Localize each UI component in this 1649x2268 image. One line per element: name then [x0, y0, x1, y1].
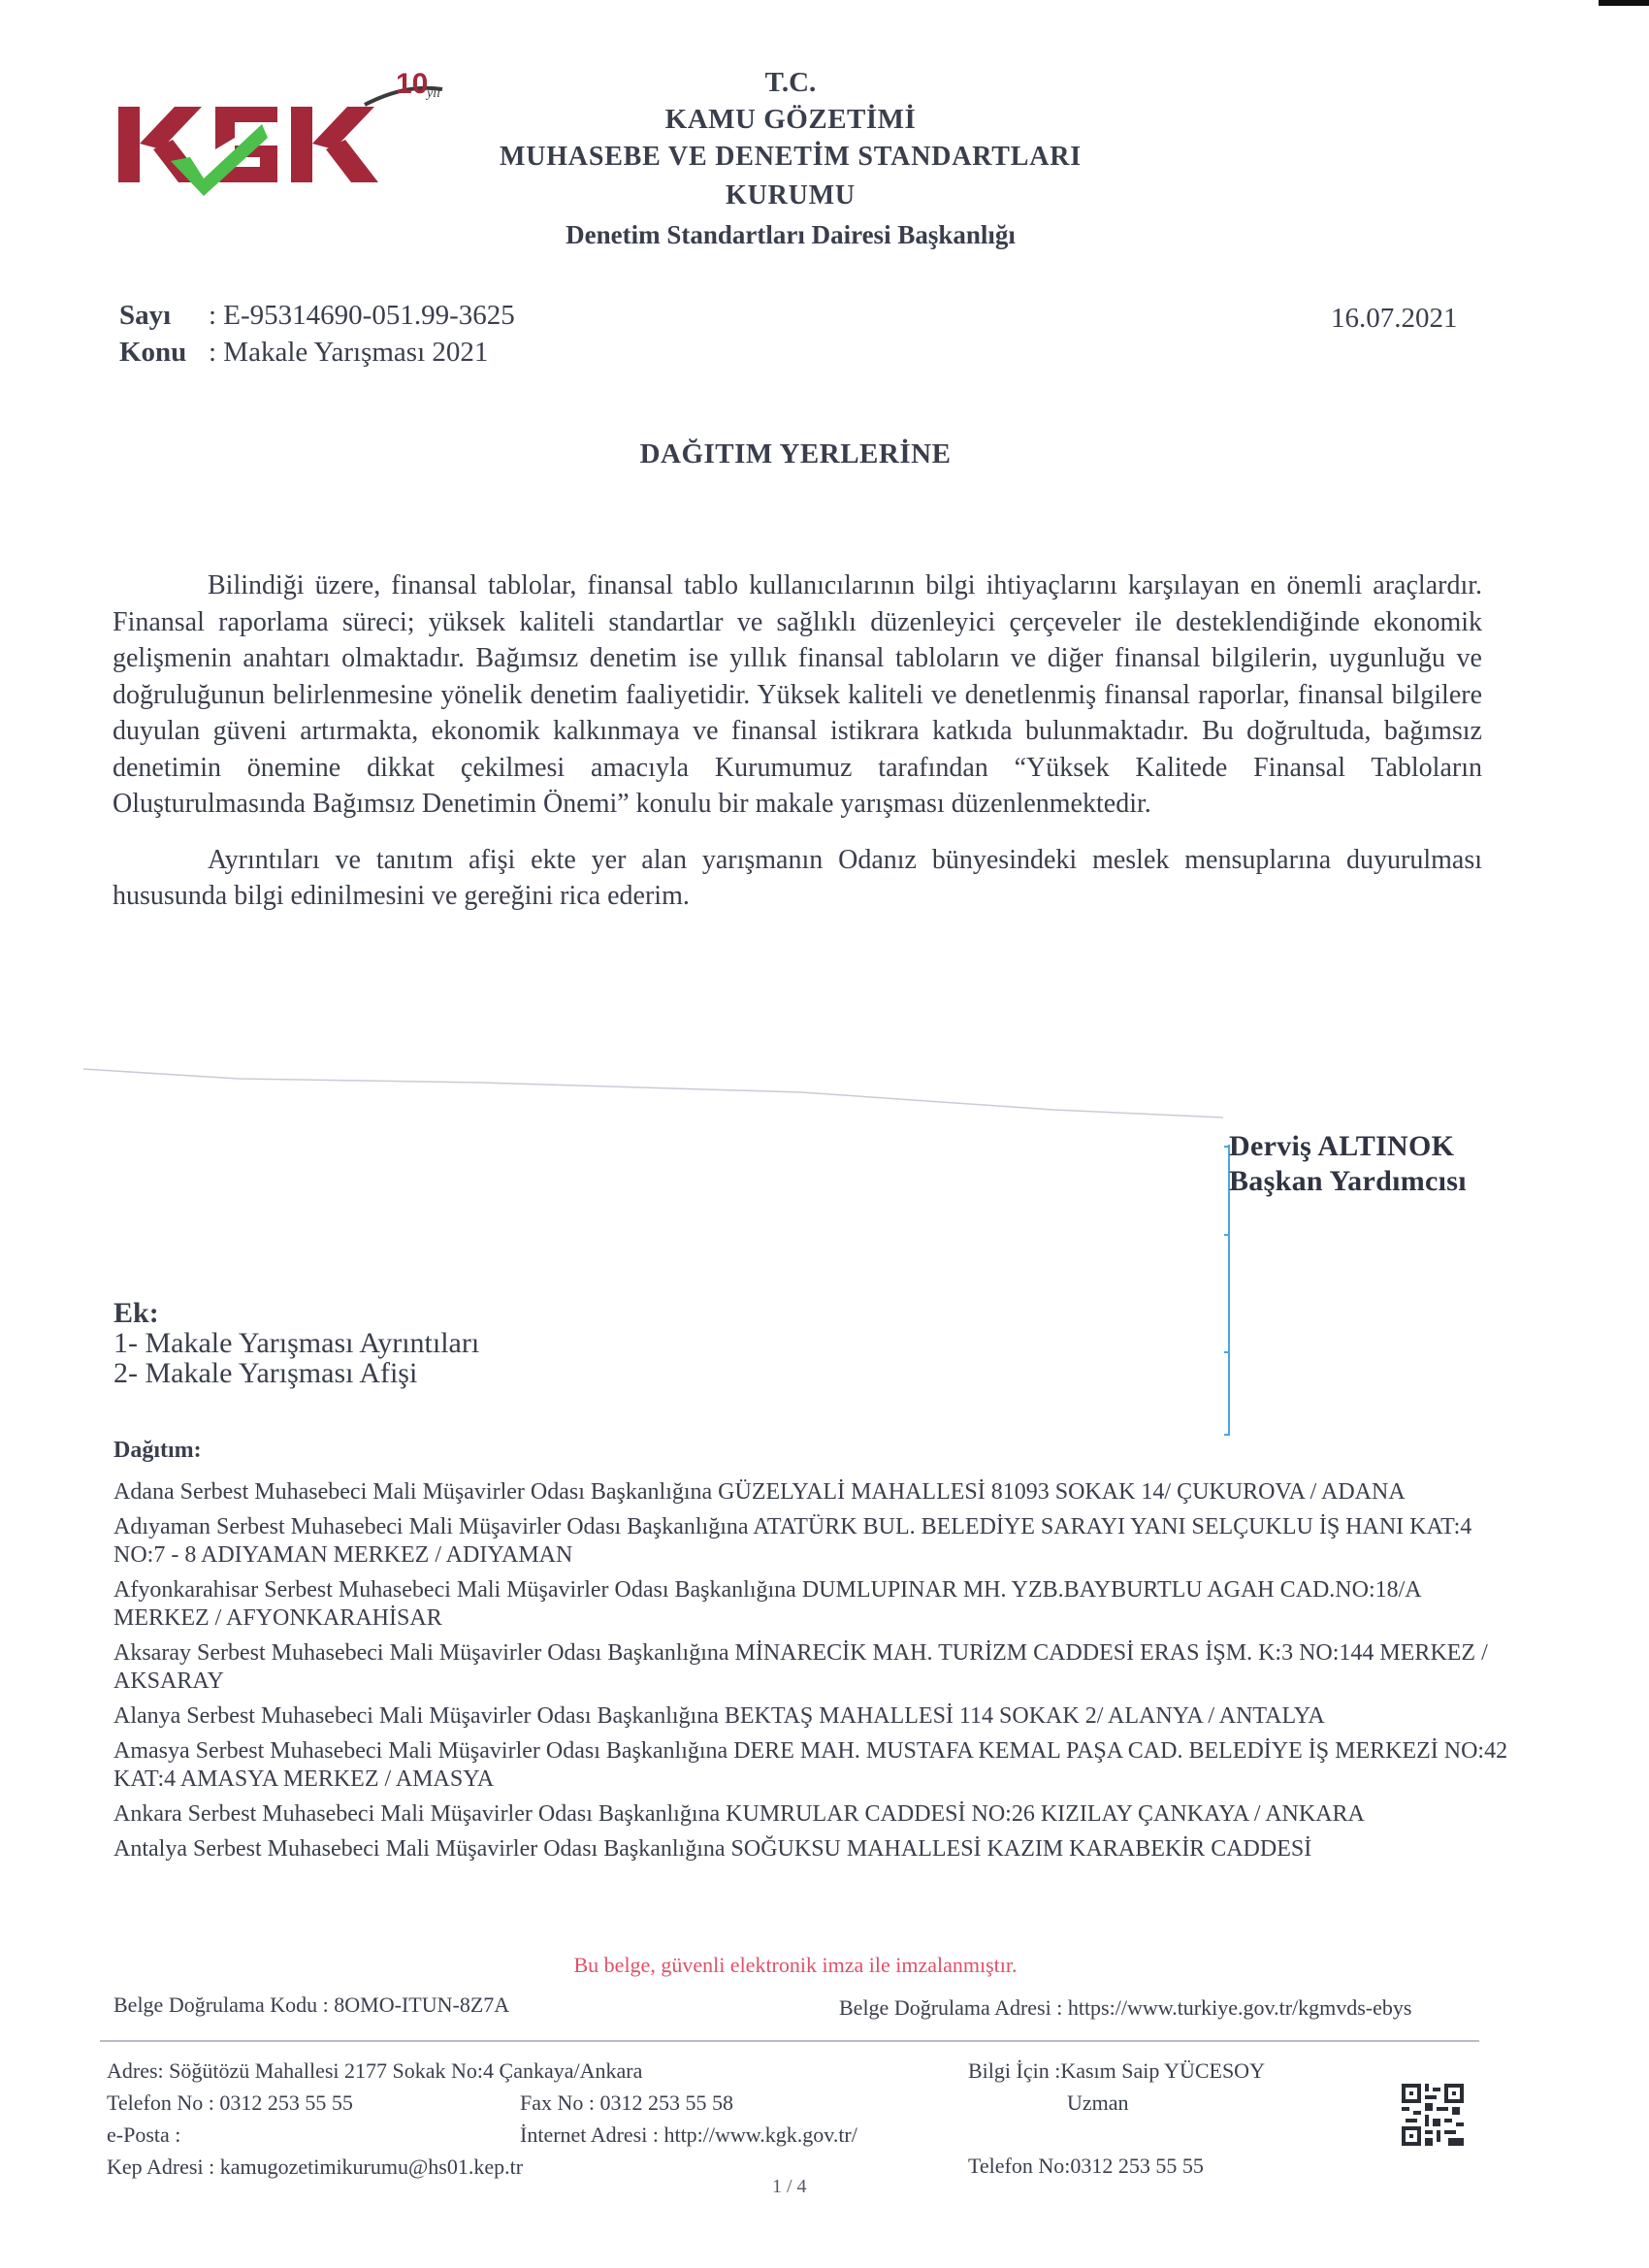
body-paragraph: Ayrıntıları ve tanıtım afişi ekte yer alan yarışmanın Odanız bünyesindeki meslek mensuplarına duyurulması hususunda bilgi edinilmesini ve gereğini rica ederim.: [113, 844, 1482, 911]
signatory-title: Başkan Yardımcısı: [1229, 1165, 1467, 1197]
verification-address-link[interactable]: Belge Doğrulama Adresi : https://www.turkiye.gov.tr/kgmvds-ebys: [839, 1995, 1412, 2020]
footer-website-link[interactable]: İnternet Adresi : http://www.kgk.gov.tr/: [520, 2122, 857, 2147]
footer-phone-row: [107, 2087, 857, 2119]
attachments: [113, 1298, 479, 1388]
distribution-item: Ankara Serbest Muhasebeci Mali Müşavirler Odası Başkanlığına KUMRULAR CADDESİ NO:26 KIZILAY ÇANKAYA / ANKARA: [113, 1801, 1365, 1827]
info-contact-role: Uzman: [1067, 2090, 1129, 2115]
page-number: 1 / 4: [772, 2176, 807, 2197]
distribution-item: Amasya Serbest Muhasebeci Mali Müşavirler Odası Başkanlığına DERE MAH. MUSTAFA KEMAL PAŞA CAD. BELEDİYE İŞ MERKEZİ NO:42 KAT:4 AMASYA MERKEZ / AMASYA: [113, 1738, 1508, 1792]
meta-subject-row: [119, 334, 515, 371]
verification-code: Belge Doğrulama Kodu : 8OMO-ITUN-8Z7A: [113, 1993, 510, 2017]
footer-fax: Fax No : 0312 253 55 58: [520, 2090, 733, 2115]
signatory-name: Derviş ALTINOK: [1229, 1130, 1455, 1162]
meta-number-row: [119, 297, 515, 334]
header-line-kamu: KAMU GÖZETİMİ: [664, 104, 917, 135]
scan-corner-mark: [1599, 0, 1649, 6]
document-meta: [119, 297, 515, 371]
distribution-item: Afyonkarahisar Serbest Muhasebeci Mali Müşavirler Odası Başkanlığına DUMLUPINAR MH. YZB.BAYBURTLU AGAH CAD.NO:18/A MERKEZ / AFYONKARAHİSAR: [113, 1577, 1421, 1631]
esignature-notice: Bu belge, güvenli elektronik imza ile imzalanmıştır.: [573, 1953, 1018, 1977]
number-label: Sayı: [119, 300, 172, 331]
attachments-title: Ek:: [113, 1297, 159, 1329]
subject-value: : Makale Yarışması 2021: [209, 337, 489, 368]
qr-code-icon: [1402, 2084, 1464, 2146]
footer-email: e-Posta :: [107, 2122, 181, 2147]
kgk-logo: [114, 60, 464, 196]
signature-block: [1229, 1129, 1467, 1199]
distribution-item: Adana Serbest Muhasebeci Mali Müşavirler Odası Başkanlığına GÜZELYALİ MAHALLESİ 81093 SOKAK 14/ ÇUKUROVA / ADANA: [113, 1479, 1406, 1505]
distribution-item: Adıyaman Serbest Muhasebeci Mali Müşavirler Odası Başkanlığına ATATÜRK BUL. BELEDİYE SARAYI YANI SELÇUKLU İŞ HANI KAT:4 NO:7 - 8 ADIYAMAN MERKEZ / ADIYAMAN: [113, 1514, 1472, 1568]
distribution-title: Dağıtım:: [113, 1438, 202, 1463]
number-value: : E-95314690-051.99-3625: [209, 300, 515, 331]
svg-text:yıl: yıl: [427, 86, 440, 101]
footer-phone: Telefon No : 0312 253 55 55: [107, 2090, 353, 2115]
signature-divider-line: [83, 1065, 1228, 1123]
document-date: 16.07.2021: [1331, 303, 1458, 334]
distribution-list: [113, 1478, 1510, 1870]
distribution-item: Aksaray Serbest Muhasebeci Mali Müşavirler Odası Başkanlığına MİNARECİK MAH. TURİZM CADDESİ ERAS İŞM. K:3 NO:144 MERKEZ / AKSARAY: [113, 1640, 1488, 1694]
footer-web-row: [107, 2119, 857, 2151]
header-line-tc: T.C.: [764, 67, 817, 98]
info-contact-name: Bilgi İçin :Kasım Saip YÜCESOY: [968, 2058, 1265, 2083]
subject-label: Konu: [119, 337, 187, 368]
footer-address: Adres: Söğütözü Mahallesi 2177 Sokak No:4 Çankaya/Ankara: [107, 2058, 643, 2083]
distribution-item: Alanya Serbest Muhasebeci Mali Müşavirler Odası Başkanlığına BEKTAŞ MAHALLESİ 114 SOKAK 2/ ALANYA / ANTALYA: [113, 1703, 1325, 1729]
attachment-item: 2- Makale Yarışması Afişi: [113, 1357, 418, 1389]
svg-text:10: 10: [396, 68, 429, 100]
footer-info-contact: [968, 2055, 1265, 2182]
footer-kep: Kep Adresi : kamugozetimikurumu@hs01.kep.tr: [107, 2155, 524, 2179]
info-contact-phone: Telefon No:0312 253 55 55: [968, 2154, 1204, 2178]
attachment-item: 1- Makale Yarışması Ayrıntıları: [113, 1327, 480, 1359]
header-line-institution: MUHASEBE VE DENETİM STANDARTLARI KURUMU: [499, 142, 1082, 211]
letterhead: [485, 64, 1096, 254]
body-paragraph: Bilindiği üzere, finansal tablolar, finansal tablo kullanıcılarının bilgi ihtiyaçlarını karşılayan en önemli araçlardır. Finansal raporlama süreci; yüksek kaliteli standartlar ve sağlıklı düzenleyici çerçeveler ile desteklendiğinde ekonomik gelişmenin anahtarı olmaktadır. Bağımsız denetim ise yıllık finansal tabloların ve diğer finansal bilgilerin, uygunluğu ve doğruluğunun belirlenmesine yönelik denetim faaliyetidir. Yüksek kaliteli ve denetlenmiş finansal raporlar, finansal bilgilere duyulan güveni artırmakta, ekonomik kalkınmaya ve finansal istikrara katkıda bulunmaktadır. Bu doğrultuda, bağımsız denetimin önemine dikkat çekilmesi amacıyla Kurumumuz tarafından “Yüksek Kalitede Finansal Tabloların Oluşturulmasında Bağımsız Denetimin Önemi” konulu bir makale yarışması düzenlenmektedir.: [113, 570, 1482, 819]
distribution-item: Antalya Serbest Muhasebeci Mali Müşavirler Odası Başkanlığına SOĞUKSU MAHALLESİ KAZIM KARABEKİR CADDESİ: [113, 1836, 1312, 1862]
footer-divider: [100, 2040, 1479, 2042]
letter-body: [113, 567, 1482, 915]
header-line-department: Denetim Standartları Dairesi Başkanlığı: [566, 220, 1016, 249]
footer-contact: [107, 2055, 857, 2183]
recipient-heading: DAĞITIM YERLERİNE: [639, 438, 952, 470]
